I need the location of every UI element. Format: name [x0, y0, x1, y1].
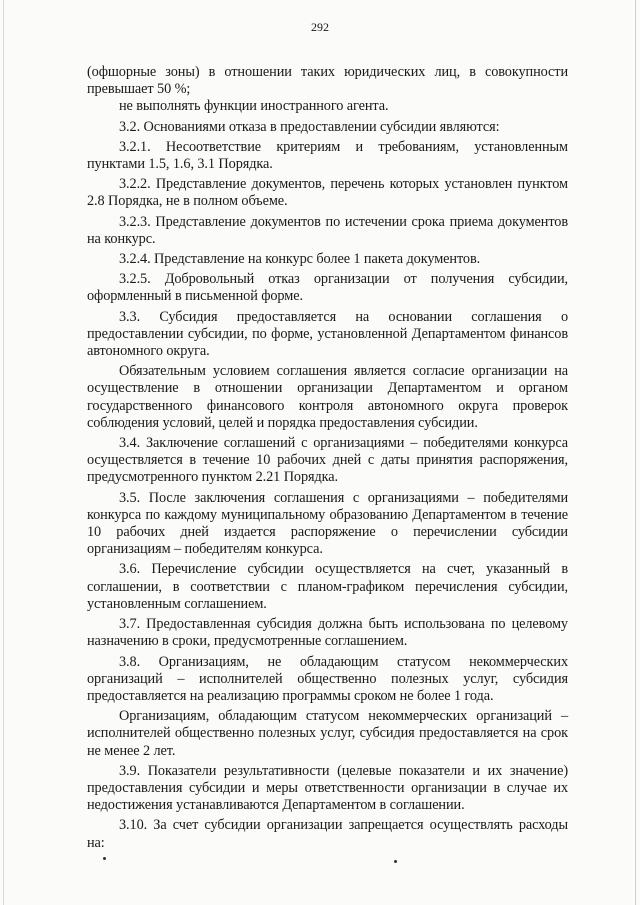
paragraph: 3.2.3. Представление документов по истечении срока приема документов на конкурс. — [87, 213, 568, 247]
scan-speck — [103, 857, 106, 860]
paragraph: 3.3. Субсидия предоставляется на основании соглашения о предоставлении субсидии, по форме, установленной Департаментом финансов автономного округа. — [87, 308, 568, 360]
paragraph: 3.10. За счет субсидии организации запрещается осуществлять расходы на: — [87, 817, 568, 851]
paragraph: 3.9. Показатели результативности (целевые показатели и их значение) предоставления субсидии и меры ответственности организации в случае их недостижения устанавливаются Департаментом в соглашении. — [87, 762, 568, 814]
scan-edge-right — [635, 0, 636, 905]
document-body — [87, 64, 568, 852]
paragraph: 3.5. После заключения соглашения с организациями – победителями конкурса по каждому муниципальному образованию Департаментом в течение 10 рабочих дней издается распоряжение о перечислении субсидии организациям – победителям конкурса. — [87, 489, 568, 558]
paragraph: 3.2.2. Представление документов, перечень которых установлен пунктом 2.8 Порядка, не в полном объеме. — [87, 176, 568, 210]
paragraph: Организациям, обладающим статусом некоммерческих организаций – исполнителей общественно полезных услуг, субсидия предоставляется на срок не менее 2 лет. — [87, 708, 568, 759]
paragraph: 3.6. Перечисление субсидии осуществляется на счет, указанный в соглашении, в соответствии с планом-графиком перечисления субсидии, установленным соглашением. — [87, 561, 568, 612]
paragraph: 3.8. Организациям, не обладающим статусом некоммерческих организаций – исполнителей общественно полезных услуг, субсидия предоставляется на реализацию программы сроком не более 1 года. — [87, 653, 568, 704]
page-number: 292 — [311, 20, 329, 34]
scan-edge-left — [3, 0, 4, 905]
paragraph: 3.2. Основаниями отказа в предоставлении субсидии являются: — [119, 118, 500, 135]
scan-speck — [394, 860, 397, 863]
paragraph: 3.2.1. Несоответствие критериям и требованиям, установленным пунктами 1.5, 1.6, 3.1 Порядка. — [87, 138, 568, 173]
paragraph: 3.2.5. Добровольный отказ организации от получения субсидии, оформленный в письменной форме. — [87, 271, 568, 305]
paragraph: не выполнять функции иностранного агента. — [119, 98, 389, 115]
paragraph: Обязательным условием соглашения является согласие организации на осуществление в отношении организации Департаментом и органом государственного финансового контроля автономного округа проверок соблюдения условий, целей и порядка предоставления субсидии. — [87, 363, 568, 431]
paragraph: 3.7. Предоставленная субсидия должна быть использована по целевому назначению в сроки, предусмотренные соглашением. — [87, 616, 568, 650]
paragraph: 3.2.4. Представление на конкурс более 1 пакета документов. — [119, 251, 481, 268]
paragraph: (офшорные зоны) в отношении таких юридических лиц, в совокупности превышает 50 %; — [87, 64, 568, 98]
paragraph: 3.4. Заключение соглашений с организациями – победителями конкурса осуществляется в течение 10 рабочих дней с даты принятия распоряжения, предусмотренного пунктом 2.21 Порядка. — [87, 435, 568, 486]
